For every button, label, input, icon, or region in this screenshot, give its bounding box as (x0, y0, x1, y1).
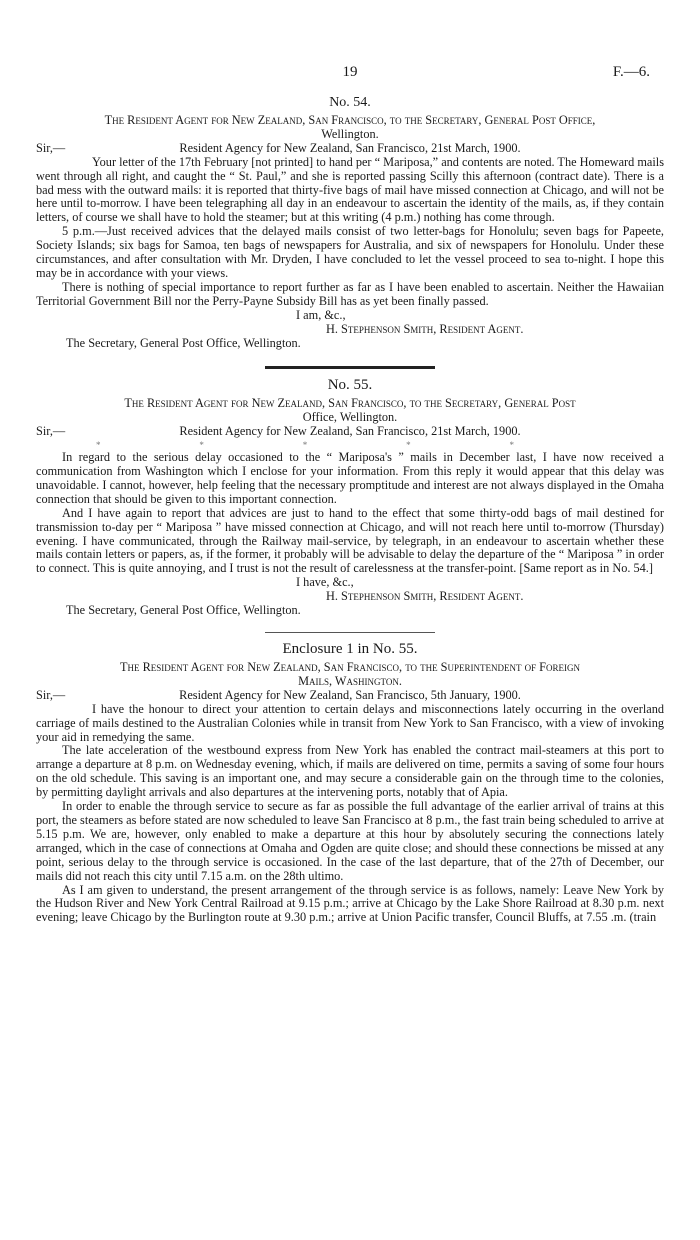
paragraph: I have the honour to direct your attention to certain delays and misconnections lately occurring in the overland carriage of mails destined to the Australian Colonies while in transit from New York to San Francisco, with a view of invoking your aid in remedying the same. (36, 701, 664, 744)
letter-54-sir-line (36, 142, 664, 156)
letter-54-from: The Resident Agent for New Zealand, San Francisco, to the Secretary, General Post Office, (104, 112, 596, 127)
enclosure-title: Enclosure 1 in No. 55. (282, 641, 418, 657)
star: * (302, 440, 308, 451)
paragraph: 5 p.m.—Just received advices that the delayed mails consist of two letter-bags for Honolulu; seven bags for Papeete, Society Islands; six bags for Samoa, ten bags of newspapers for Australia, and six of newspapers for Honolulu. Under these circumstances, and after consultation with Mr. Dryden, I have concluded to let the vessel proceed to sea to-night. I hope this may be in accordance with your views. (36, 224, 664, 280)
enclosure-from: The Resident Agent for New Zealand, San Francisco, to the Superintendent of Foreign (119, 659, 580, 674)
letter-55-to: Office, Wellington. (302, 410, 398, 425)
paragraph: And I have again to report that advices are just to hand to the effect that some thirty-odd bags of mail destined for transmission to-day per “ Mariposa ” have missed connection at Chicago, and will not reach here until to-morrow (Thursday) evening. I have communicated, through the Railway mail-service, by telegraph, in an endeavour to ascertain whether these mails contain letters or papers, as, if the former, it probably will be advisable to delay the departure of the “ Mariposa ” in order to connect. This is quite annoying, and I trust is not the result of carelessness at the transfer-point. [Same report as in No. 54.] (36, 505, 664, 576)
dateline: Resident Agency for New Zealand, San Francisco, 21st March, 1900. (179, 140, 521, 155)
salutation: Sir,— (36, 424, 66, 439)
enclosure-to: Mails, Washington. (298, 673, 402, 688)
page-header (36, 58, 664, 88)
letter-54-to: Wellington. (321, 126, 379, 141)
paragraph: There is nothing of special importance to report further as far as I have been enabled to ascertain. Neither the Hawaiian Territorial Government Bill nor the Perry-Payne Subsidy Bill has as yet been finally passed. (36, 279, 664, 308)
letter-54-title: No. 54. (329, 95, 371, 110)
closing: I have, &c., (296, 575, 354, 590)
dateline: Resident Agency for New Zealand, San Francisco, 21st March, 1900. (179, 424, 521, 439)
paragraph: In order to enable the through service to secure as far as possible the full advantage of the earlier arrival of trains at this port, the steamers as before stated are now scheduled to leave San Francisco at 8 p.m., the fast train being scheduled to arrive at 5.15 p.m. We are, however, only enabled to make a departure at this hour by absolutely securing the connections lately arranged, which in the case of connections at Omaha and Ogden are quite close; and should these connections be missed at any point, serious delay to the through service is occasioned. In the case of the last departure, that of the 27th of December, our mails did not reach this city until 7.15 a.m. on the 28th ultimo. (36, 799, 664, 883)
star: * (96, 440, 101, 451)
paragraph: Your letter of the 17th February [not printed] to hand per “ Mariposa,” and contents are noted. The Homeward mails went through all right, and caught the “ St. Paul,” and she is reported passing Scilly this afternoon (contract date). There is a bad mess with the outward mails: it is reported that thirty-five bags of mail have missed connection at Chicago, and will not be here until to-morrow. I have been telegraphing all day in an endeavour to ascertain the identity of the mails, as, if they contain letters, of course we shall have to hold the steamer; but at this writing (4 p.m.) nothing has come through. (36, 154, 664, 225)
addressee: The Secretary, General Post Office, Wellington. (66, 335, 301, 350)
signature: H. Stephenson Smith, Resident Agent. (326, 321, 524, 336)
dateline: Resident Agency for New Zealand, San Francisco, 5th January, 1900. (179, 687, 521, 702)
star: * (406, 440, 411, 451)
section-divider (265, 632, 435, 633)
star: * (199, 440, 204, 451)
signature: H. Stephenson Smith, Resident Agent. (326, 589, 524, 604)
letter-55-from: The Resident Agent for New Zealand, San Francisco, to the Secretary, General Post (124, 396, 576, 411)
paragraph: In regard to the serious delay occasioned to the “ Mariposa's ” mails in December last, I have now received a communication from Washington which I enclose for your information. From this reply it would appear that this delay was unavoidable. I cannot, however, help feeling that the necessary promptitude and interest are not always displayed in the Omaha connection that should be given to this important connection. (36, 450, 664, 506)
paragraph: The late acceleration of the westbound express from New York has enabled the contract mail-steamers at this port to arrange a departure at 8 p.m. on Wednesday evening, which, if mails are delivered on time, permits a saving of some four hours on the old schedule. This saving is an important one, and may secure a considerable gain on the through time to the colonies, by permitting daylight arrivals and also departures at the intervening ports, notably that of Apia. (36, 743, 664, 800)
salutation: Sir,— (36, 140, 66, 155)
letter-55-title: No. 55. (327, 377, 373, 394)
salutation: Sir,— (36, 687, 66, 702)
closing: I am, &c., (296, 307, 346, 322)
star: * (509, 440, 514, 451)
paragraph: As I am given to understand, the present arrangement of the through service is as follows, namely: Leave New York by the Hudson River and New York Central Railroad at 9.15 p.m.; arrive at Chicago by the Lake Shore Railroad at 8.30 p.m. next evening; leave Chicago by the Burlington route at 9.30 p.m.; arrive at Union Pacific transfer, Council Bluffs, at 7.55 .m. (train (36, 882, 664, 925)
document-page (36, 58, 664, 925)
section-divider (265, 366, 435, 369)
addressee: The Secretary, General Post Office, Wellington. (66, 603, 301, 618)
letter-55-sir-line (36, 425, 664, 439)
enclosure-sir-line (36, 689, 664, 703)
series-code: F.—6. (612, 64, 650, 80)
page-number: 19 (342, 64, 358, 80)
